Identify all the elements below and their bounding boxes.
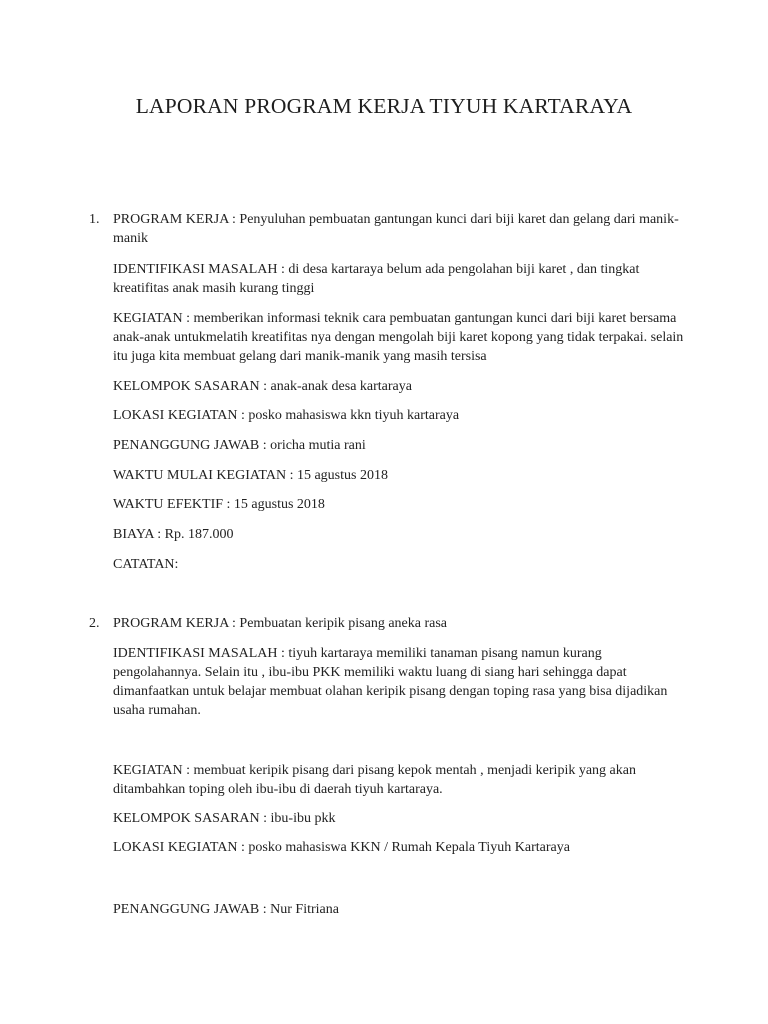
- identifikasi-masalah: IDENTIFIKASI MASALAH : tiyuh kartaraya memiliki tanaman pisang namun kurang pengolahannya. Selain itu , ibu-ibu PKK memiliki waktu luang di siang hari sehingga dapat dimanfaatkan untuk belajar membuat olahan keripik pisang dengan toping rasa yang bisa dijadikan usaha rumahan.: [113, 646, 668, 718]
- catatan: CATATAN:: [113, 557, 179, 572]
- penanggung-jawab: PENANGGUNG JAWAB : oricha mutia rani: [113, 438, 366, 453]
- penanggung-jawab: PENANGGUNG JAWAB : Nur Fitriana: [113, 902, 339, 917]
- document-title: LAPORAN PROGRAM KERJA TIYUH KARTARAYA: [135, 94, 633, 118]
- lokasi-kegiatan: LOKASI KEGIATAN : posko mahasiswa KKN / Rumah Kepala Tiyuh Kartaraya: [113, 840, 570, 855]
- program-kerja: PROGRAM KERJA : Penyuluhan pembuatan gantungan kunci dari biji karet dan gelang dari manik-manik: [113, 212, 679, 246]
- kegiatan: KEGIATAN : memberikan informasi teknik cara pembuatan gantungan kunci dari biji karet bersama anak-anak untukmelatih kreatifitas nya dengan mengolah biji karet kopong yang tidak terpakai. selain itu juga kita membuat gelang dari manik-manik yang masih tersisa: [113, 311, 684, 364]
- waktu-mulai-kegiatan: WAKTU MULAI KEGIATAN : 15 agustus 2018: [113, 468, 388, 483]
- kelompok-sasaran: KELOMPOK SASARAN : anak-anak desa kartaraya: [113, 379, 412, 394]
- identifikasi-masalah: IDENTIFIKASI MASALAH : di desa kartaraya belum ada pengolahan biji karet , dan tingkat kreatifitas anak masih kurang tinggi: [113, 262, 640, 296]
- kelompok-sasaran: KELOMPOK SASARAN : ibu-ibu pkk: [113, 811, 336, 826]
- waktu-efektif: WAKTU EFEKTIF : 15 agustus 2018: [113, 497, 325, 512]
- item-number: 2.: [89, 616, 100, 631]
- lokasi-kegiatan: LOKASI KEGIATAN : posko mahasiswa kkn tiyuh kartaraya: [113, 408, 460, 423]
- kegiatan: KEGIATAN : membuat keripik pisang dari pisang kepok mentah , menjadi keripik yang akan ditambahkan toping oleh ibu-ibu di daerah tiyuh kartaraya.: [113, 763, 636, 797]
- biaya: BIAYA : Rp. 187.000: [113, 527, 234, 542]
- program-kerja: PROGRAM KERJA : Pembuatan keripik pisang aneka rasa: [113, 616, 448, 631]
- item-number: 1.: [89, 212, 100, 227]
